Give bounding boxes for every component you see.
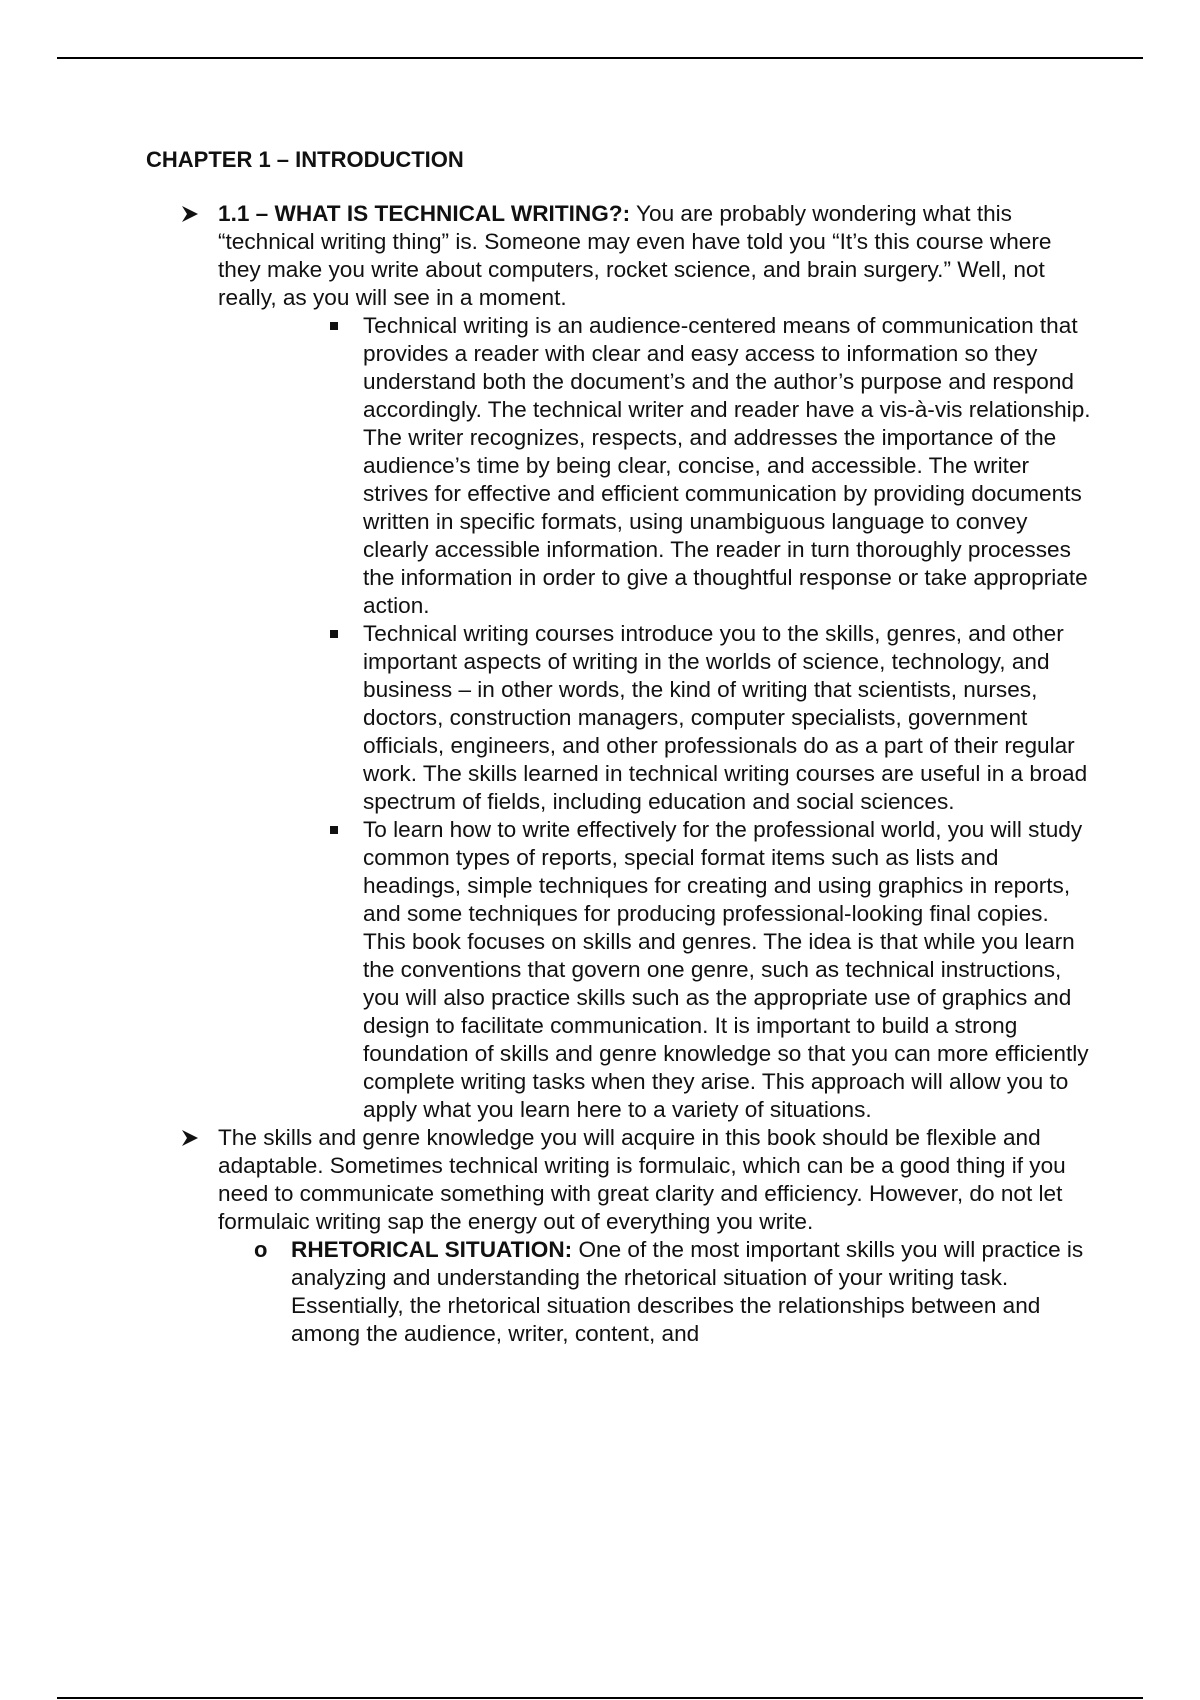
subsection-text: One of the most important skills you will practice is analyzing and understanding the rhetorical situation of your writing task. Essentially, the rhetorical situation describes the relationships between and among the audience, writer, content, and xyxy=(291,1237,1084,1346)
document-body xyxy=(0,200,1200,1348)
list-item-text: Technical writing courses introduce you to the skills, genres, and other important aspects of writing in the worlds of science, technology, and business – in other words, the kind of writing that scientists, nurses, doctors, construction managers, computer specialists, government officials, engineers, and other professionals do as a part of their regular work. The skills learned in technical writing courses are useful in a broad spectrum of fields, including education and social sciences. xyxy=(363,621,1088,814)
circle-bullet-marker: o xyxy=(254,1237,268,1262)
list-item-text: The skills and genre knowledge you will acquire in this book should be flexible and adaptable. Sometimes technical writing is formulaic, which can be a good thing if you need to communicate something with great clarity and efficiency. However, do not let formulaic writing sap the energy out of everything you write. xyxy=(218,1125,1066,1234)
square-bullet-icon xyxy=(330,630,338,638)
footer-rule xyxy=(57,1697,1143,1699)
subsection-heading: RHETORICAL SITUATION: xyxy=(291,1237,573,1262)
list-item-section-1-1 xyxy=(218,200,1088,312)
list-item-courses xyxy=(363,620,1093,816)
section-text: You are probably wondering what this “technical writing thing” is. Someone may even have told you “It’s this course where they make you write about computers, rocket science, and brain surgery.” Well, not really, as you will see in a moment. xyxy=(218,201,1052,310)
list-item-text: To learn how to write effectively for the professional world, you will study common types of reports, special format items such as lists and headings, simple techniques for creating and using graphics in reports, and some techniques for producing professional-looking final copies. This book focuses on skills and genres. The idea is that while you learn the conventions that govern one genre, such as technical instructions, you will also practice skills such as the appropriate use of graphics and design to facilitate communication. It is important to build a strong foundation of skills and genre knowledge so that you can more efficiently complete writing tasks when they arise. This approach will allow you to apply what you learn here to a variety of situations. xyxy=(363,817,1089,1122)
list-item-skills xyxy=(218,1124,1088,1236)
chapter-title: CHAPTER 1 – INTRODUCTION xyxy=(146,147,464,172)
square-bullet-icon xyxy=(330,322,338,330)
list-item-rhetorical-situation xyxy=(254,1236,1091,1348)
arrowhead-bullet-icon xyxy=(180,204,200,224)
header-rule xyxy=(57,57,1143,59)
square-bullet-icon xyxy=(330,826,338,834)
section-heading: 1.1 – WHAT IS TECHNICAL WRITING?: xyxy=(218,201,631,226)
arrowhead-bullet-icon xyxy=(180,1128,200,1148)
list-item-learning xyxy=(363,816,1093,1124)
list-item-text: Technical writing is an audience-centered means of communication that provides a reader with clear and easy access to information so they understand both the document’s and the author’s purpose and respond accordingly. The technical writer and reader have a vis-à-vis relationship. The writer recognizes, respects, and addresses the importance of the audience’s time by being clear, concise, and accessible. The writer strives for effective and efficient communication by providing documents written in specific formats, using unambiguous language to convey clearly accessible information. The reader in turn thoroughly processes the information in order to give a thoughtful response or take appropriate action. xyxy=(363,313,1091,618)
list-item-definition xyxy=(363,312,1093,620)
